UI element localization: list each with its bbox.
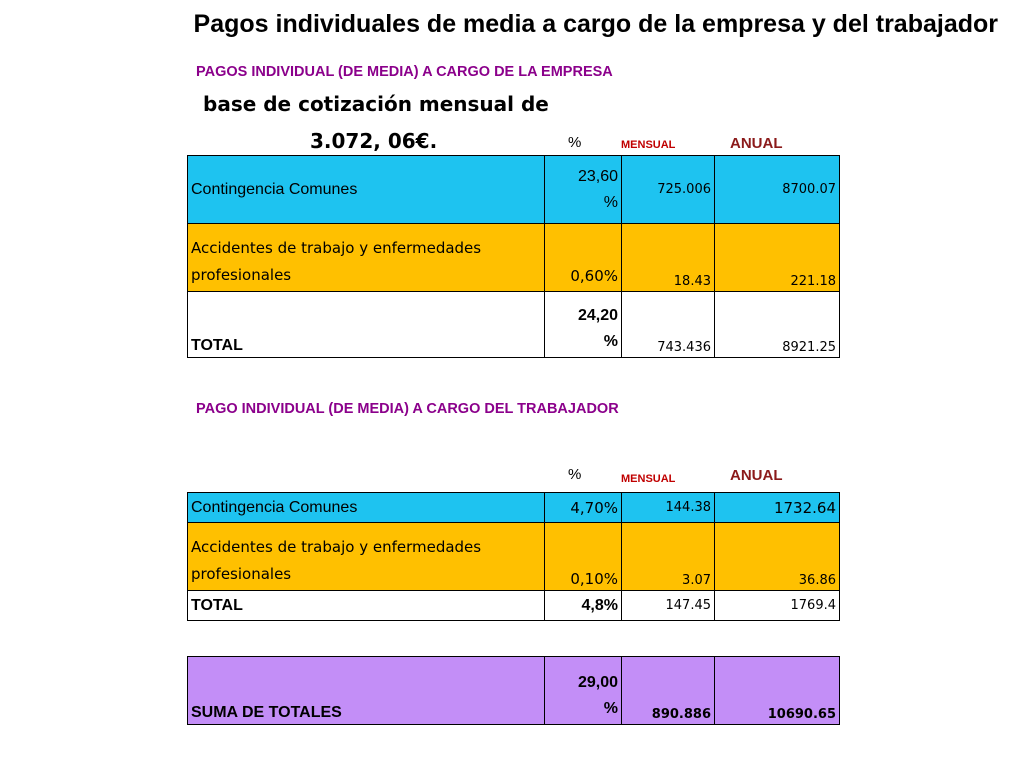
empresa-col-mensual: MENSUAL: [621, 139, 676, 151]
concepto-line1: Accidentes de trabajo y enfermedades: [191, 239, 482, 257]
pct-line2: %: [603, 333, 618, 350]
pct-cell: 0,10%: [545, 523, 622, 591]
concepto-line2: profesionales: [191, 266, 292, 284]
mensual-cell: 743.436: [622, 292, 715, 358]
suma-table: [187, 656, 840, 725]
base-cotizacion-value: 3.072, 06€.: [310, 129, 438, 153]
table-row: [188, 493, 840, 523]
table-row: [188, 591, 840, 621]
pct-cell: [545, 657, 622, 725]
pct-line1: 29,00: [577, 674, 618, 691]
anual-cell: 1769.4: [715, 591, 840, 621]
anual-cell: 221.18: [715, 224, 840, 292]
concepto-cell: [188, 224, 545, 292]
anual-cell: 10690.65: [715, 657, 840, 725]
empresa-table: [187, 155, 840, 358]
anual-cell: 36.86: [715, 523, 840, 591]
base-cotizacion-label: base de cotización mensual de: [203, 92, 549, 116]
concepto-line2: profesionales: [191, 565, 292, 583]
empresa-col-pct: %: [568, 134, 582, 151]
table-row: [188, 523, 840, 591]
pct-cell: 4,8%: [545, 591, 622, 621]
table-row: [188, 292, 840, 358]
pct-line2: %: [603, 700, 618, 717]
mensual-cell: 890.886: [622, 657, 715, 725]
mensual-cell: 147.45: [622, 591, 715, 621]
trabajador-col-pct: %: [568, 466, 582, 483]
concepto-cell: Contingencia Comunes: [188, 156, 545, 224]
trabajador-table: [187, 492, 840, 621]
table-row: [188, 224, 840, 292]
table-row: [188, 657, 840, 725]
pct-line1: 23,60: [577, 167, 618, 185]
concepto-cell: [188, 523, 545, 591]
concepto-line1: Accidentes de trabajo y enfermedades: [191, 538, 482, 556]
anual-cell: 8921.25: [715, 292, 840, 358]
anual-cell: 8700.07: [715, 156, 840, 224]
trabajador-col-anual: ANUAL: [730, 467, 783, 484]
mensual-cell: 144.38: [622, 493, 715, 523]
concepto-cell: Contingencia Comunes: [188, 493, 545, 523]
table-row: [188, 156, 840, 224]
empresa-col-anual: ANUAL: [730, 135, 783, 152]
pct-cell: 4,70%: [545, 493, 622, 523]
mensual-cell: 725.006: [622, 156, 715, 224]
empresa-heading: PAGOS INDIVIDUAL (DE MEDIA) A CARGO DE LA EMPRESA: [196, 64, 613, 80]
total-label: TOTAL: [188, 591, 545, 621]
page-title: Pagos individuales de media a cargo de la empresa y del trabajador: [193, 10, 998, 38]
mensual-cell: 18.43: [622, 224, 715, 292]
anual-cell: 1732.64: [715, 493, 840, 523]
suma-label: SUMA DE TOTALES: [188, 657, 545, 725]
pct-line2: %: [603, 193, 618, 211]
pct-cell: 0,60%: [545, 224, 622, 292]
total-label: TOTAL: [188, 292, 545, 358]
trabajador-heading: PAGO INDIVIDUAL (DE MEDIA) A CARGO DEL TRABAJADOR: [196, 401, 619, 417]
pct-line1: 24,20: [577, 307, 618, 324]
trabajador-col-mensual: MENSUAL: [621, 473, 676, 485]
pct-cell: [545, 156, 622, 224]
pct-cell: [545, 292, 622, 358]
mensual-cell: 3.07: [622, 523, 715, 591]
